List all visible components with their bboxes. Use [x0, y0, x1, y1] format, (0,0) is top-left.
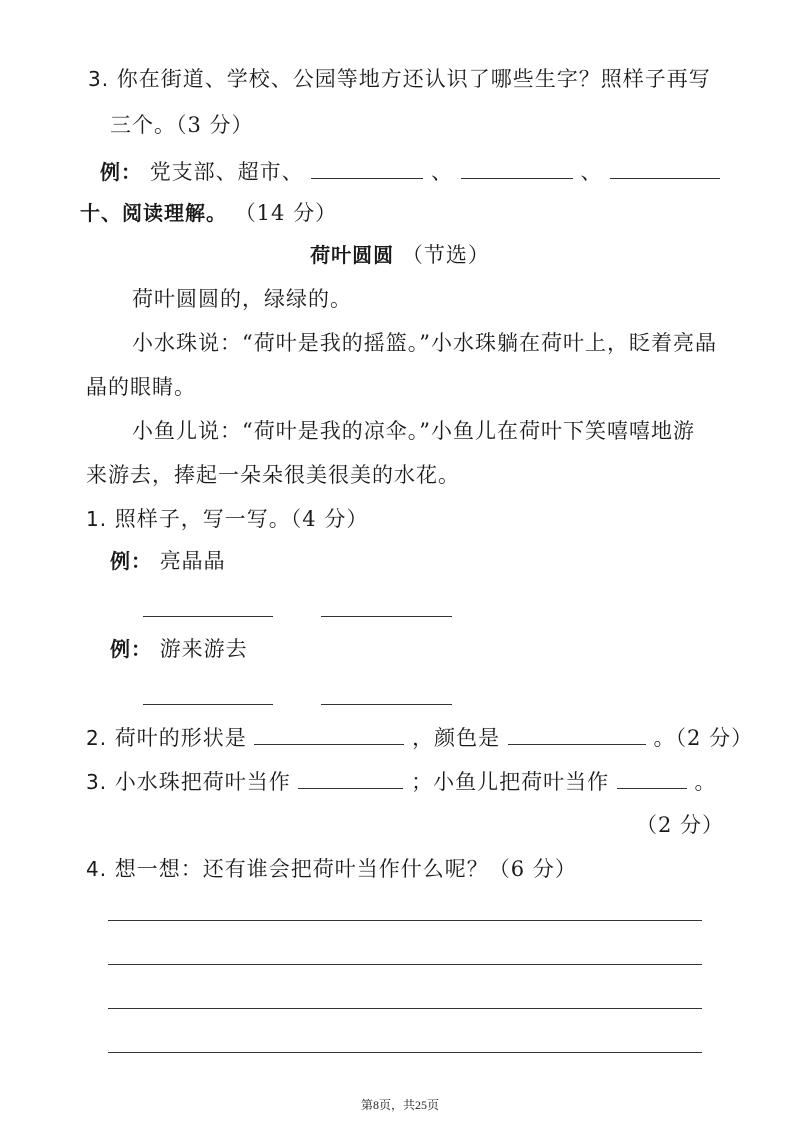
- question-3-line1: [88, 64, 711, 94]
- answer-blank[interactable]: [617, 766, 687, 789]
- question-number: 1.: [86, 507, 108, 531]
- passage-paragraph: 晶的眼睛。: [86, 375, 196, 399]
- question-3-line2: [110, 110, 254, 140]
- example-text: 游来游去: [159, 637, 248, 661]
- answer-blank[interactable]: [461, 156, 573, 179]
- answer-blank[interactable]: [298, 766, 403, 789]
- section-heading: [80, 198, 337, 228]
- question-text: 照样子，写一写。（4 分）: [114, 507, 369, 531]
- answer-blank[interactable]: [254, 722, 404, 745]
- passage-title: [0, 240, 800, 270]
- section-title: 十、阅读理解。: [80, 201, 227, 225]
- question-text: ，颜色是: [412, 726, 501, 750]
- question-number: 4.: [86, 857, 108, 881]
- question-text: 。: [694, 770, 717, 794]
- answer-line[interactable]: [108, 964, 702, 965]
- passage-paragraph: 小鱼儿说：“荷叶是我的凉伞。”小鱼儿在荷叶下笑嘻嘻地游: [132, 419, 695, 443]
- separator: 、: [431, 160, 454, 184]
- section-score: （14 分）: [234, 201, 338, 225]
- answer-line[interactable]: [143, 704, 273, 705]
- page-footer: 第8页，共25页: [360, 1098, 439, 1112]
- answer-line[interactable]: [321, 704, 452, 705]
- example-1: [110, 546, 226, 576]
- question-number: 3.: [88, 67, 110, 91]
- answer-line[interactable]: [108, 1052, 702, 1053]
- question-number: 3.: [86, 770, 108, 794]
- question-text: 。（2 分）: [653, 726, 754, 750]
- answer-blank[interactable]: [311, 156, 423, 179]
- answer-line[interactable]: [108, 1008, 702, 1009]
- passage-subtitle: （节选）: [401, 243, 490, 267]
- reading-question-1: [86, 504, 368, 534]
- passage-paragraph: 来游去，捧起一朵朵很美很美的水花。: [86, 463, 460, 487]
- example-label: 例：: [110, 549, 152, 573]
- example-text: 党支部、超市、: [149, 160, 304, 184]
- reading-question-3: [86, 766, 717, 797]
- question-score: （2 分）: [636, 813, 725, 837]
- example-label: 例：: [100, 160, 142, 184]
- answer-line[interactable]: [108, 920, 702, 921]
- reading-question-4: [86, 854, 577, 884]
- question-text: 想一想：还有谁会把荷叶当作什么呢？（6 分）: [114, 857, 577, 881]
- question-text: 荷叶的形状是: [114, 726, 247, 750]
- question-text: 小水珠把荷叶当作: [114, 770, 291, 794]
- answer-blank[interactable]: [508, 722, 646, 745]
- answer-line[interactable]: [321, 616, 452, 617]
- passage-paragraph: 小水珠说：“荷叶是我的摇篮。”小水珠躺在荷叶上，眨着亮晶: [132, 331, 717, 355]
- passage-paragraph: 荷叶圆圆的，绿绿的。: [132, 287, 352, 311]
- reading-question-2: [86, 722, 753, 753]
- question-number: 2.: [86, 726, 108, 750]
- question-3-example: [100, 156, 720, 187]
- question-text: 你在街道、学校、公园等地方还认识了哪些生字？照样子再写: [116, 67, 711, 91]
- example-2: [110, 634, 248, 664]
- example-text: 亮晶晶: [159, 549, 226, 573]
- separator: 、: [580, 160, 603, 184]
- example-label: 例：: [110, 637, 152, 661]
- answer-blank[interactable]: [610, 156, 720, 179]
- question-text: ；小鱼儿把荷叶当作: [411, 770, 610, 794]
- answer-line[interactable]: [143, 616, 273, 617]
- question-text: 三个。（3 分）: [110, 113, 254, 137]
- passage-title-text: 荷叶圆圆: [310, 243, 395, 267]
